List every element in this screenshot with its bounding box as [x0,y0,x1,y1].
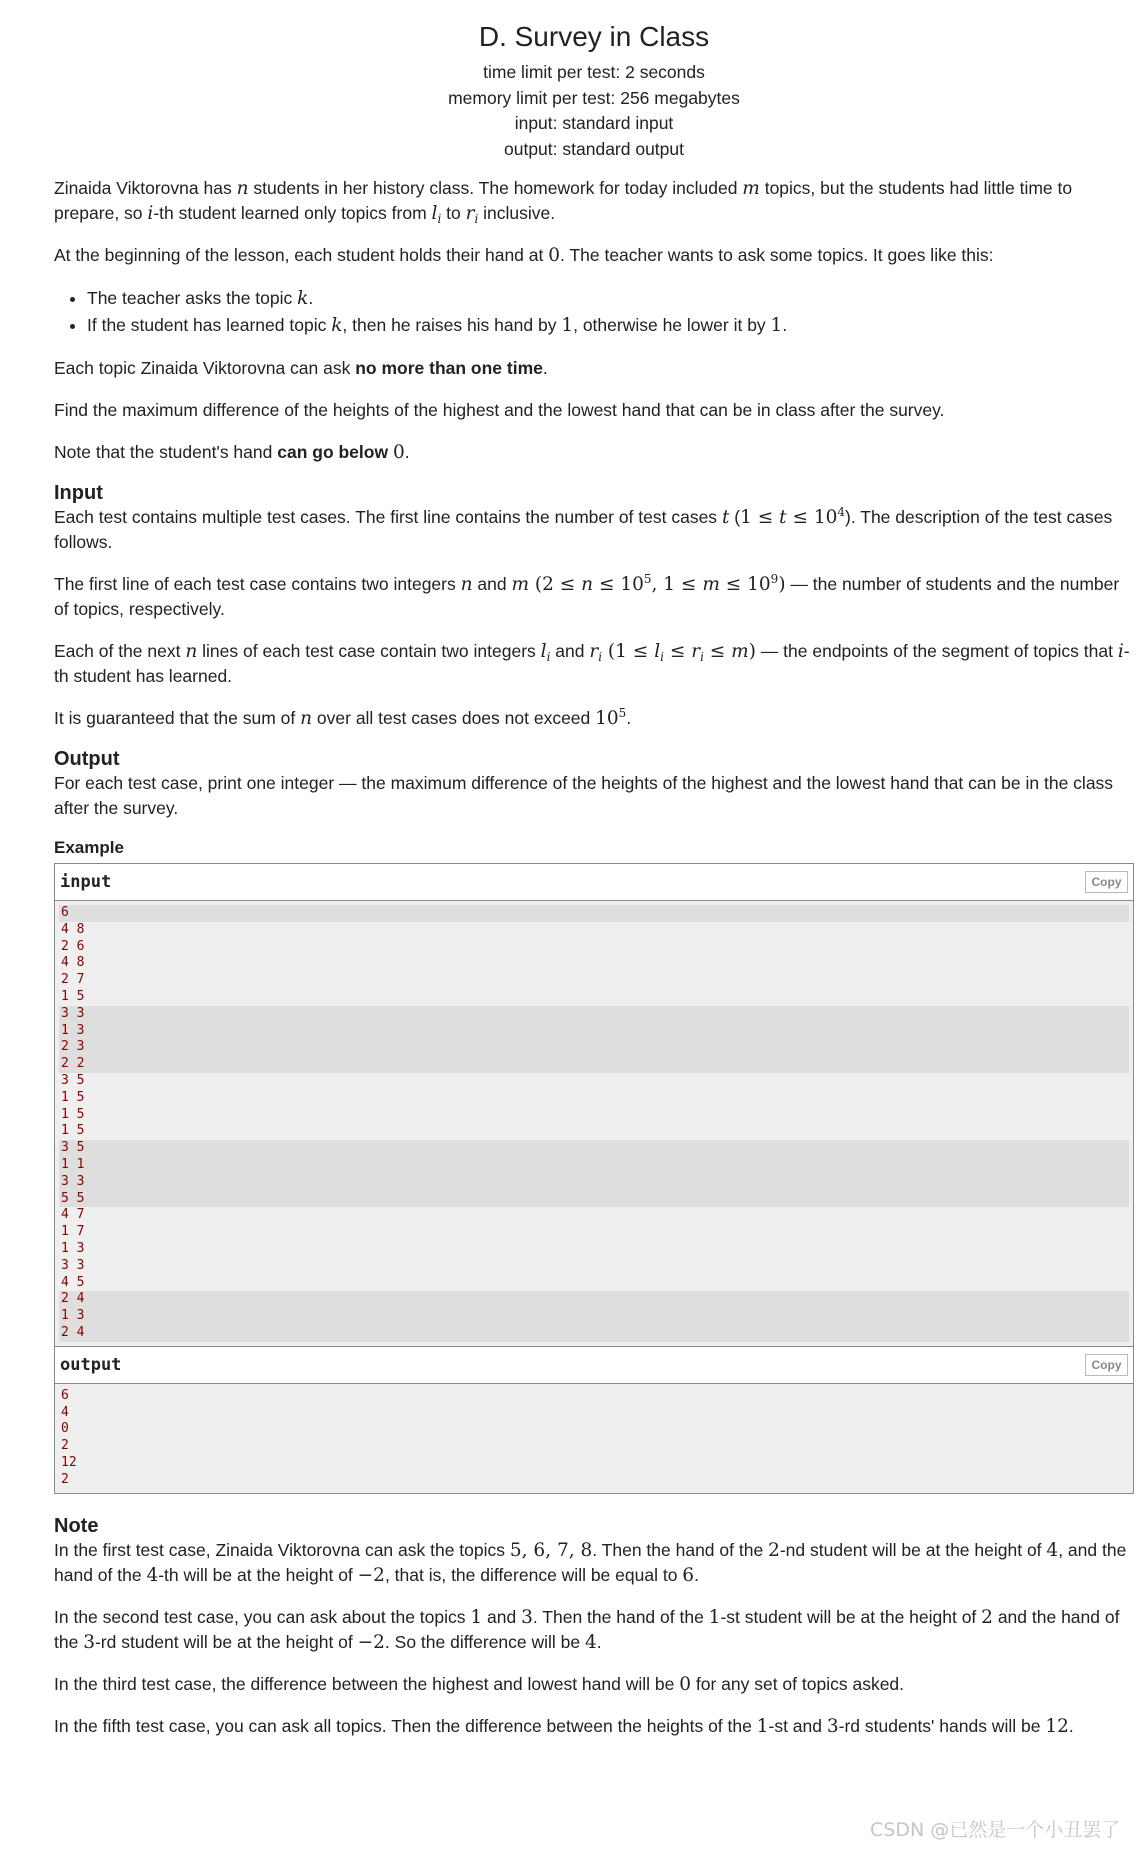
paragraph [54,639,1134,689]
sample-input-line: 5 5 [59,1191,1129,1208]
example-label: Example [54,838,124,857]
sample-input-title: input [60,872,112,892]
sample-input-line: 4 5 [61,1274,85,1290]
math-text: 9 [770,572,779,586]
text: . [404,442,410,462]
math-text: n [300,708,313,729]
time-limit: time limit per test: 2 seconds [483,62,705,82]
math-text: ≤ [663,641,692,662]
output-section-body [54,771,1134,821]
sample-input-line: 4 8 [61,921,85,937]
text: students in her history class. The homework for today included [248,178,743,198]
sample-input-line: 2 7 [61,972,85,988]
text: ( [729,507,741,527]
bullet-list [54,285,1134,339]
watermark: CSDN @已然是一个小丑罢了 [870,1819,1121,1841]
sample-output-line: 12 [61,1454,77,1470]
sample-input-line: 1 3 [59,1308,1129,1325]
math-text: i [660,650,664,664]
paragraph [54,356,1134,381]
math-text: i [474,212,479,226]
math-text: −2 [357,1631,385,1653]
sample-input-line: 1 5 [61,1089,85,1105]
sample-output-line: 2 [61,1471,69,1487]
sample-input-line: 1 5 [61,988,85,1004]
sample-input-line: 2 6 [61,938,85,954]
bold-text: no more than one time [355,358,543,378]
copy-input-button[interactable]: Copy [1085,871,1128,893]
math-text: m [511,574,529,595]
sample-output-line: 4 [61,1404,69,1420]
paragraph [54,243,1134,268]
paragraph [54,771,1134,821]
math-text: ≤ 10 [719,574,771,595]
math-text: 4 [585,1631,597,1653]
sample-input-line: 3 3 [59,1174,1129,1191]
math-text: 4 [146,1564,159,1586]
math-text: i [147,203,154,224]
text: . [1068,1715,1074,1736]
sample-tests [54,838,1134,1494]
text: — the number of students and the number of topics, respectively. [54,574,1120,619]
input-file: input: standard input [514,113,674,133]
text: , and the hand of the [54,1539,1127,1585]
math-text: 3 [521,1606,533,1628]
math-text: m [742,178,760,199]
math-text: 1 [756,1715,769,1737]
math-text: k [297,288,309,309]
text: . [694,1564,699,1585]
math-text: l [540,641,547,662]
note-section-body [54,1538,1134,1739]
paragraph [54,1605,1134,1655]
text: inclusive. [478,203,556,223]
math-text: 1 [561,315,574,336]
math-text: k [331,315,343,336]
text: In the first test case, Zinaida Viktorovna can ask the topics [54,1539,510,1560]
math-text: m [702,574,720,595]
math-text: 5 [618,706,627,720]
text: Find the maximum difference of the heights of the highest and the lowest hand that can be in class after the survey. [54,400,945,420]
text: . [782,315,788,335]
text: . [596,1631,602,1652]
math-text: i [546,650,551,664]
math-text: l [431,203,438,224]
text: -rd student will be at the height of [94,1631,358,1652]
text: In the fifth test case, you can ask all topics. Then the difference between the heights of the [54,1715,757,1736]
math-text: 2 [981,1606,993,1628]
math-text: t [721,507,730,528]
text: . The teacher wants to ask some topics. It goes like this: [560,245,994,265]
paragraph [54,440,1134,465]
text: and the hand of the [54,1606,1120,1652]
sample-input-line: 1 5 [61,1123,85,1139]
paragraph [54,1672,1134,1697]
text: At the beginning of the lesson, each student holds their hand at [54,245,549,265]
math-text: i [598,650,603,664]
list-item [87,312,1134,339]
sample-input-line: 3 3 [61,1257,85,1273]
problem-header [54,0,1134,162]
sample-output-line: 6 [61,1387,69,1403]
text: -rd students' hands will be [838,1715,1046,1736]
sample-output-title: output [60,1354,122,1375]
problem-title: D. Survey in Class [478,21,710,52]
text: to [441,203,466,223]
text: If the student has learned topic [87,315,332,335]
input-section-title: Input [54,482,103,504]
math-text: n [460,574,473,595]
math-text: 12 [1045,1715,1069,1737]
text: Each topic Zinaida Viktorovna can ask [54,358,356,378]
sample-input-line: 1 3 [59,1023,1129,1040]
text: -st student will be at the height of [720,1606,982,1627]
sample-input-header [55,864,1133,901]
text: -nd student will be at the height of [779,1539,1047,1560]
text: . Then the hand of the [592,1539,769,1560]
math-text: ≤ [703,641,732,662]
math-text: i [700,650,704,664]
note-section-title: Note [54,1514,99,1537]
sample-input-line: 2 3 [59,1039,1129,1056]
sample-input-text[interactable] [55,901,1133,1346]
math-text: 4 [837,505,846,519]
output-specification [54,748,1134,821]
math-text: , 1 ≤ [651,574,703,595]
memory-limit: memory limit per test: 256 megabytes [448,87,740,108]
math-text: 10 [595,708,619,729]
math-text: 1 [470,1606,483,1628]
sample-input-line: 1 5 [61,1106,85,1122]
math-text: r [691,641,701,662]
text: ). The description of the test cases follows. [54,507,1113,552]
sample-input-line: 4 7 [61,1207,85,1223]
text: Each of the next [54,641,186,661]
math-text: 0 [392,442,405,463]
math-text: ) [778,574,786,595]
math-text: m [731,641,749,662]
text: . Then the hand of the [532,1606,709,1627]
sample-input-line: 3 5 [59,1140,1129,1157]
sample-test [54,863,1134,1494]
text: — the endpoints of the segment of topics that [755,641,1118,661]
math-text: ) [748,641,756,662]
input-section-body [54,505,1134,731]
sample-output-line: 2 [61,1438,69,1454]
math-text: −2 [357,1564,385,1586]
sample-output-header [55,1346,1133,1384]
sample-input-line: 2 4 [59,1325,1129,1342]
sample-input-line: 3 3 [59,1006,1129,1023]
text: for any set of topics asked. [691,1673,905,1694]
text: The first line of each test case contains two integers [54,574,461,594]
math-text: ≤ 10 [786,507,838,528]
legend-section [54,176,1134,465]
sample-input-line: 6 [59,905,1129,922]
sample-output-line: 0 [61,1421,69,1437]
text: lines of each test case contain two integers [197,641,541,661]
output-section-title: Output [54,748,120,770]
math-text: 5, 6, 7, 8 [509,1539,593,1561]
text: , that is, the difference will be equal to [384,1564,683,1585]
paragraph [54,706,1134,731]
math-text: 5 [643,572,652,586]
math-text: 3 [826,1715,839,1737]
sample-input-line: 2 2 [59,1056,1129,1073]
text: The teacher asks the topic [87,288,298,308]
text: Zinaida Viktorovna has [54,178,237,198]
input-specification [54,482,1134,731]
math-text: i [1117,641,1124,662]
sample-input-line: 3 5 [61,1072,85,1088]
text: Each test contains multiple test cases. The first line contains the number of test cases [54,507,722,527]
text: -th student learned only topics from [153,203,432,223]
text: In the third test case, the difference between the highest and lowest hand will be [54,1673,680,1694]
text: It is guaranteed that the sum of [54,708,301,728]
text: -th will be at the height of [158,1564,358,1585]
copy-output-button[interactable]: Copy [1085,1354,1128,1376]
math-text: (2 ≤ [529,574,582,595]
math-text: n [581,574,594,595]
text: . [308,288,314,308]
text: and [472,574,512,594]
text: . So the difference will be [384,1631,585,1652]
math-text: 0 [548,245,561,266]
math-text: i [437,212,442,226]
math-text: ≤ 10 [593,574,644,595]
math-text: r [589,641,599,662]
math-text: t [779,507,787,528]
sample-input-line: 1 3 [61,1240,85,1256]
paragraph [54,176,1134,226]
text: -th student has learned. [54,641,1130,686]
note-section [54,1515,1134,1739]
paragraph [54,572,1134,622]
math-text: 6 [682,1564,695,1586]
sample-input-line: 1 1 [59,1157,1129,1174]
text: . [542,358,548,378]
text: . [626,708,632,728]
sample-input-line: 2 4 [59,1291,1129,1308]
problem-statement [54,0,1134,1756]
paragraph [54,1714,1134,1739]
math-text: r [465,203,475,224]
text: , then he raises his hand by [342,315,562,335]
math-text: 1 [708,1606,721,1628]
text: , otherwise he lower it by [573,315,771,335]
math-text: 4 [1046,1539,1059,1561]
sample-input-line: 1 7 [61,1224,85,1240]
math-text: n [236,178,249,199]
math-text: 1 ≤ [740,507,780,528]
text: and [482,1606,522,1627]
math-text: 3 [83,1631,95,1653]
math-text: (1 ≤ [602,641,655,662]
sample-output-text[interactable] [55,1384,1133,1493]
text: Note that the student's hand [54,442,278,462]
math-text: 1 [770,315,783,336]
output-file: output: standard output [504,138,684,159]
text: -st and [768,1715,827,1736]
paragraph [54,398,1134,423]
text: over all test cases does not exceed [312,708,596,728]
math-text: 0 [679,1673,691,1695]
text: In the second test case, you can ask about the topics [54,1606,471,1627]
paragraph [54,1538,1134,1588]
sample-input-line: 4 8 [61,955,85,971]
text: topics, but the students had little time to prepare, so [54,178,1073,223]
text: For each test case, print one integer — the maximum difference of the heights of the highest and the lowest hand that can be in the class after the survey. [54,773,1114,818]
math-text: l [654,641,661,662]
list-item [87,285,1134,312]
math-text: n [185,641,198,662]
bold-text: can go below [277,442,389,462]
text: and [550,641,590,661]
paragraph [54,505,1134,555]
math-text: 2 [768,1539,780,1561]
